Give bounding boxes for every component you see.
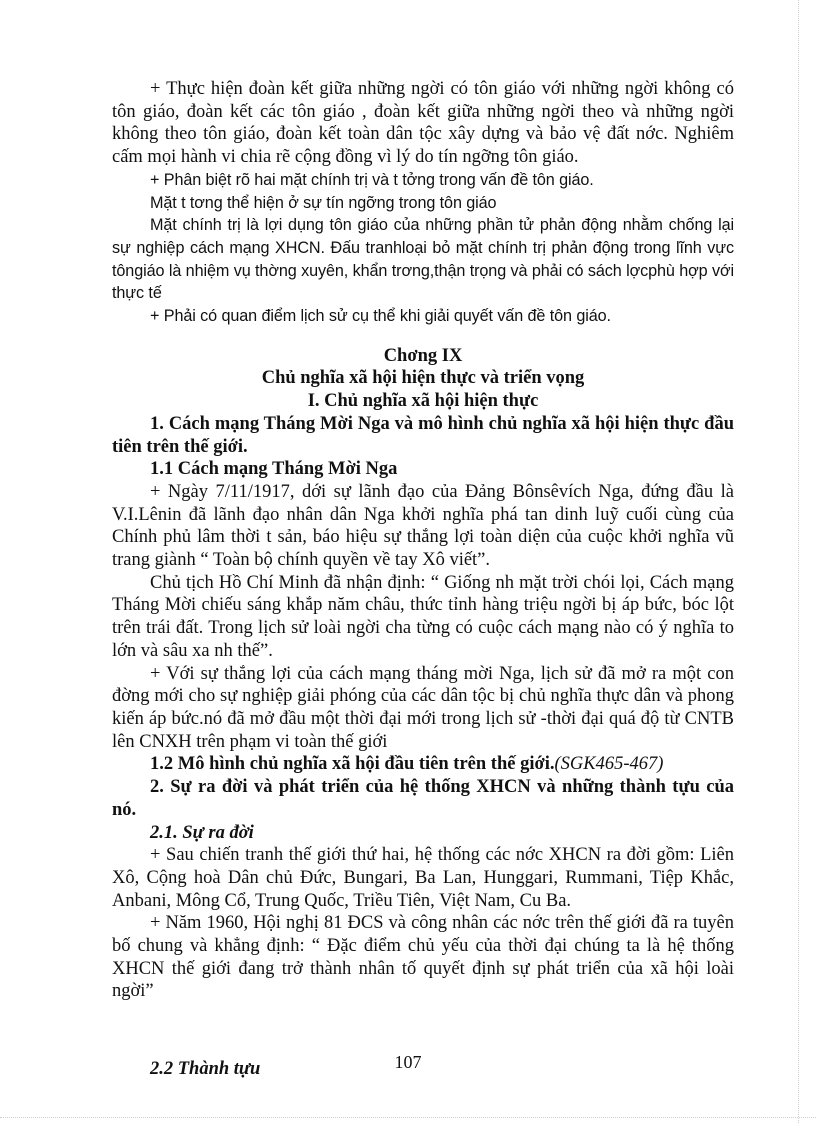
paragraph-religious-unity: + Thực hiện đoàn kết giữa những ngời có tôn giáo với những ngời không có tôn giáo, đoàn kết các tôn giáo , đoàn kết giữa những ngời theo và những ngời không theo tôn giáo, đoàn kết toàn dân tộc xây dựng và bảo vệ đất nớc. Nghiêm cấm mọi hành vi chia rẽ cộng đồng vì lý do tín ngỡng tôn giáo. — [112, 79, 734, 168]
chapter-title: Chơng IX — [383, 345, 463, 366]
paragraph-distinguish-aspects: + Phân biệt rõ hai mặt chính trị và t tởng trong vấn đề tôn giáo. — [150, 170, 594, 189]
page-number: 107 — [394, 1052, 422, 1072]
chapter-subtitle: Chủ nghĩa xã hội hiện thực và triển vọng — [261, 368, 585, 389]
section-heading-1: I. Chủ nghĩa xã hội hiện thực — [307, 391, 539, 412]
page-body — [112, 78, 734, 1081]
subsection-heading-2-1: 2.1. Sự ra đời — [150, 822, 254, 843]
page-edge-dotted-right — [798, 0, 799, 1123]
paragraph-socialist-bloc: + Sau chiến tranh thế giới thứ hai, hệ thống các nớc XHCN ra đời gồm: Liên Xô, Cộng hoà Dân chủ Đức, Bungari, Ba Lan, Hunggari, Rummani, Tiệp Khắc, Anbani, Mông Cổ, Trung Quốc, Triều Tiên, Việt Nam, Cu Ba. — [112, 845, 734, 911]
paragraph-ideological-aspect: Mặt t tơng thể hiện ở sự tín ngỡng trong tôn giáo — [150, 193, 497, 212]
paragraph-conference-1960: + Năm 1960, Hội nghị 81 ĐCS và công nhân các nớc trên thế giới đã ra tuyên bố chung và khẳng định: “ Đặc điểm chủ yếu của thời đại chúng ta là hệ thống XHCN thế giới đang trở thành nhân tố quyết định sự phát triển của xã hội loài ngời” — [112, 913, 734, 1002]
page-edge-dotted-bottom — [0, 1117, 816, 1118]
spacer — [112, 1003, 734, 1058]
subsection-heading-1-2 — [112, 753, 734, 776]
paragraph-political-aspect: Mặt chính trị là lợi dụng tôn giáo của những phần tử phản động nhằm chống lại sự nghiệp cách mạng XHCN. Đấu tranhloại bỏ mặt chính trị phản động trong lĩnh vực tôngiáo là nhiệm vụ thờng xuyên, khẩn trơng,thận trọng và phải có sách lợcphù hợp với thực tế — [112, 216, 734, 303]
spacer — [112, 328, 734, 345]
paragraph-new-era: + Với sự thắng lợi của cách mạng tháng mời Nga, lịch sử đã mở ra một con đờng mới cho sự nghiệp giải phóng của các dân tộc bị chủ nghĩa thực dân và phong kiến áp bức.nó đã mở đầu một thời đại mới trong lịch sử -thời đại quá độ từ CNTB lên CNXH trên phạm vi toàn thế giới — [112, 663, 734, 752]
subsection-heading-1-2-text: 1.2 Mô hình chủ nghĩa xã hội đầu tiên trên thế giới. — [150, 754, 555, 775]
paragraph-historical-view: + Phải có quan điểm lịch sử cụ thể khi giải quyết vấn đề tôn giáo. — [150, 307, 611, 326]
paragraph-ho-chi-minh-quote: Chủ tịch Hồ Chí Minh đã nhận định: “ Giống nh mặt trời chói lọi, Cách mạng Tháng Mời chiếu sáng khắp năm châu, thức tỉnh hàng triệu ngời bị áp bức, bóc lột trên trái đất. Trong lịch sử loài ngời cha từng có cuộc cách mạng nào có ý nghĩa to lớn và sâu xa nh thế”. — [112, 572, 734, 661]
textbook-reference: (SGK465-467) — [554, 754, 664, 775]
subsection-heading-2-2: 2.2 Thành tựu — [150, 1059, 261, 1080]
subsection-heading-1-1: 1.1 Cách mạng Tháng Mời Nga — [150, 459, 398, 480]
paragraph-october-revolution: + Ngày 7/11/1917, dới sự lãnh đạo của Đảng Bônsêvích Nga, đứng đầu là V.I.Lênin đã lãnh đạo nhân dân Nga khởi nghĩa phá tan dinh luỹ cuối cùng của Chính phủ lâm thời t sản, báo hiệu sự thắng lợi toàn diện của cuộc khởi nghĩa vũ trang giành “ Toàn bộ chính quyền về tay Xô viết”. — [112, 481, 734, 571]
subsection-heading-1: 1. Cách mạng Tháng Mời Nga và mô hình chủ nghĩa xã hội hiện thực đầu tiên trên thế giới. — [112, 413, 734, 457]
subsection-heading-2: 2. Sự ra đời và phát triển của hệ thống XHCN và những thành tựu của nó. — [112, 777, 734, 820]
